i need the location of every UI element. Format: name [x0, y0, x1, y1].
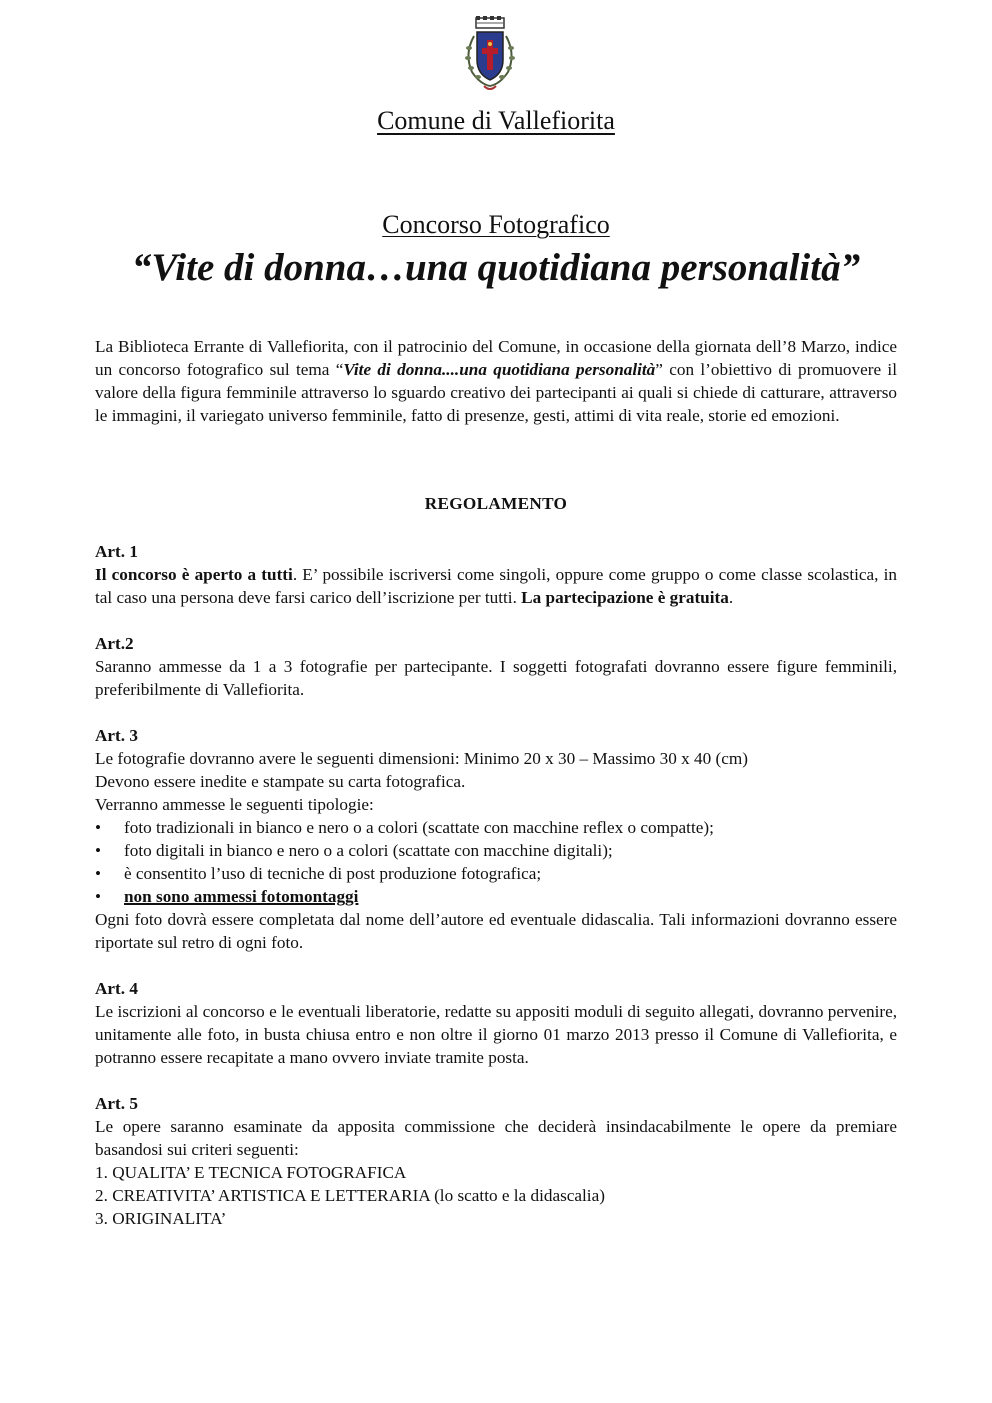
intro-theme: Vite di donna....una quotidiana personalità — [343, 360, 656, 379]
article-2-title: Art.2 — [95, 634, 134, 653]
municipality-name: Comune di Vallefiorita — [377, 106, 615, 135]
article-1 — [95, 540, 897, 609]
regolamento-heading: REGOLAMENTO — [424, 494, 568, 513]
contest-title: “Vite di donna…una quotidiana personalità” — [131, 246, 861, 289]
contest-label-text: Concorso Fotografico — [382, 210, 610, 239]
intro-paragraph — [95, 335, 897, 427]
article-3 — [95, 724, 897, 954]
article-3-title: Art. 3 — [95, 726, 138, 745]
art3-line2: Devono essere inedite e stampate su carta fotografica. — [95, 772, 466, 791]
art1-end: . — [728, 588, 734, 607]
article-2 — [95, 632, 897, 701]
art1-bold2: La partecipazione è gratuita — [521, 588, 729, 607]
art2-text: Saranno ammesse da 1 a 3 fotografie per partecipante. I soggetti fotografati dovranno essere figure femminili, preferibilmente di Vallefiorita. — [95, 657, 897, 699]
criteria-item: 1. QUALITA’ E TECNICA FOTOGRAFICA — [95, 1163, 407, 1182]
article-5 — [95, 1092, 897, 1230]
no-photomontage-note: non sono ammessi fotomontaggi — [124, 887, 359, 906]
art3-line3: Verranno ammesse le seguenti tipologie: — [95, 795, 374, 814]
criteria-item: 2. CREATIVITA’ ARTISTICA E LETTERARIA (lo scatto e la didascalia) — [95, 1186, 605, 1205]
intro-part2: ” con l’obiettivo di promuovere il valore della figura femminile attraverso lo sguardo creativo dei partecipanti ai quali si chiede di catturare, attraverso le immagini, il variegato universo femminile, fatto di presenze, gesti, attimi di vita reale, storie ed emozioni. — [95, 360, 897, 425]
art5-text: Le opere saranno esaminate da apposita commissione che deciderà insindacabilmente le opere da premiare basandosi sui criteri seguenti: — [95, 1117, 897, 1159]
intro-part1: La Biblioteca Errante di Vallefiorita, con il patrocinio del Comune, in occasione della giornata dell’8 Marzo, indice un concorso fotografico sul tema “ — [95, 337, 897, 379]
art3-closing: Ogni foto dovrà essere completata dal nome dell’autore ed eventuale didascalia. Tali informazioni dovranno essere riportate sul retro di ogni foto. — [95, 910, 897, 952]
article-1-title: Art. 1 — [95, 542, 138, 561]
list-item: • foto digitali in bianco e nero o a colori (scattate con macchine digitali); — [95, 839, 897, 862]
art3-line1: Le fotografie dovranno avere le seguenti dimensioni: Minimo 20 x 30 – Massimo 30 x 40 (cm) — [95, 749, 748, 768]
municipality-title — [0, 106, 992, 136]
article-4-title: Art. 4 — [95, 979, 138, 998]
contest-label — [0, 210, 992, 240]
list-item — [95, 885, 897, 908]
article-4 — [95, 977, 897, 1069]
art1-text: . E’ possibile iscriversi come singoli, oppure come gruppo o come classe scolastica, in tal caso una persona deve farsi carico dell’iscrizione per tutti. — [95, 565, 897, 607]
criteria-item: 3. ORIGINALITA’ — [95, 1209, 227, 1228]
list-item: • è consentito l’uso di tecniche di post produzione fotografica; — [95, 862, 897, 885]
art3-bullet-list — [95, 816, 897, 908]
article-5-title: Art. 5 — [95, 1094, 138, 1113]
articles — [95, 540, 897, 1230]
list-item: • foto tradizionali in bianco e nero o a colori (scattate con macchine reflex o compatte); — [95, 816, 897, 839]
municipal-coat-of-arms-icon — [458, 14, 522, 94]
art4-text: Le iscrizioni al concorso e le eventuali liberatorie, redatte su appositi moduli di seguito allegati, dovranno pervenire, unitamente alle foto, in busta chiusa entro e non oltre il giorno 01 marzo 2013 presso il Comune di Vallefiorita, e potranno essere recapitate a mano ovvero inviate tramite posta. — [95, 1002, 897, 1067]
art1-bold1: Il concorso è aperto a tutti — [95, 565, 293, 584]
